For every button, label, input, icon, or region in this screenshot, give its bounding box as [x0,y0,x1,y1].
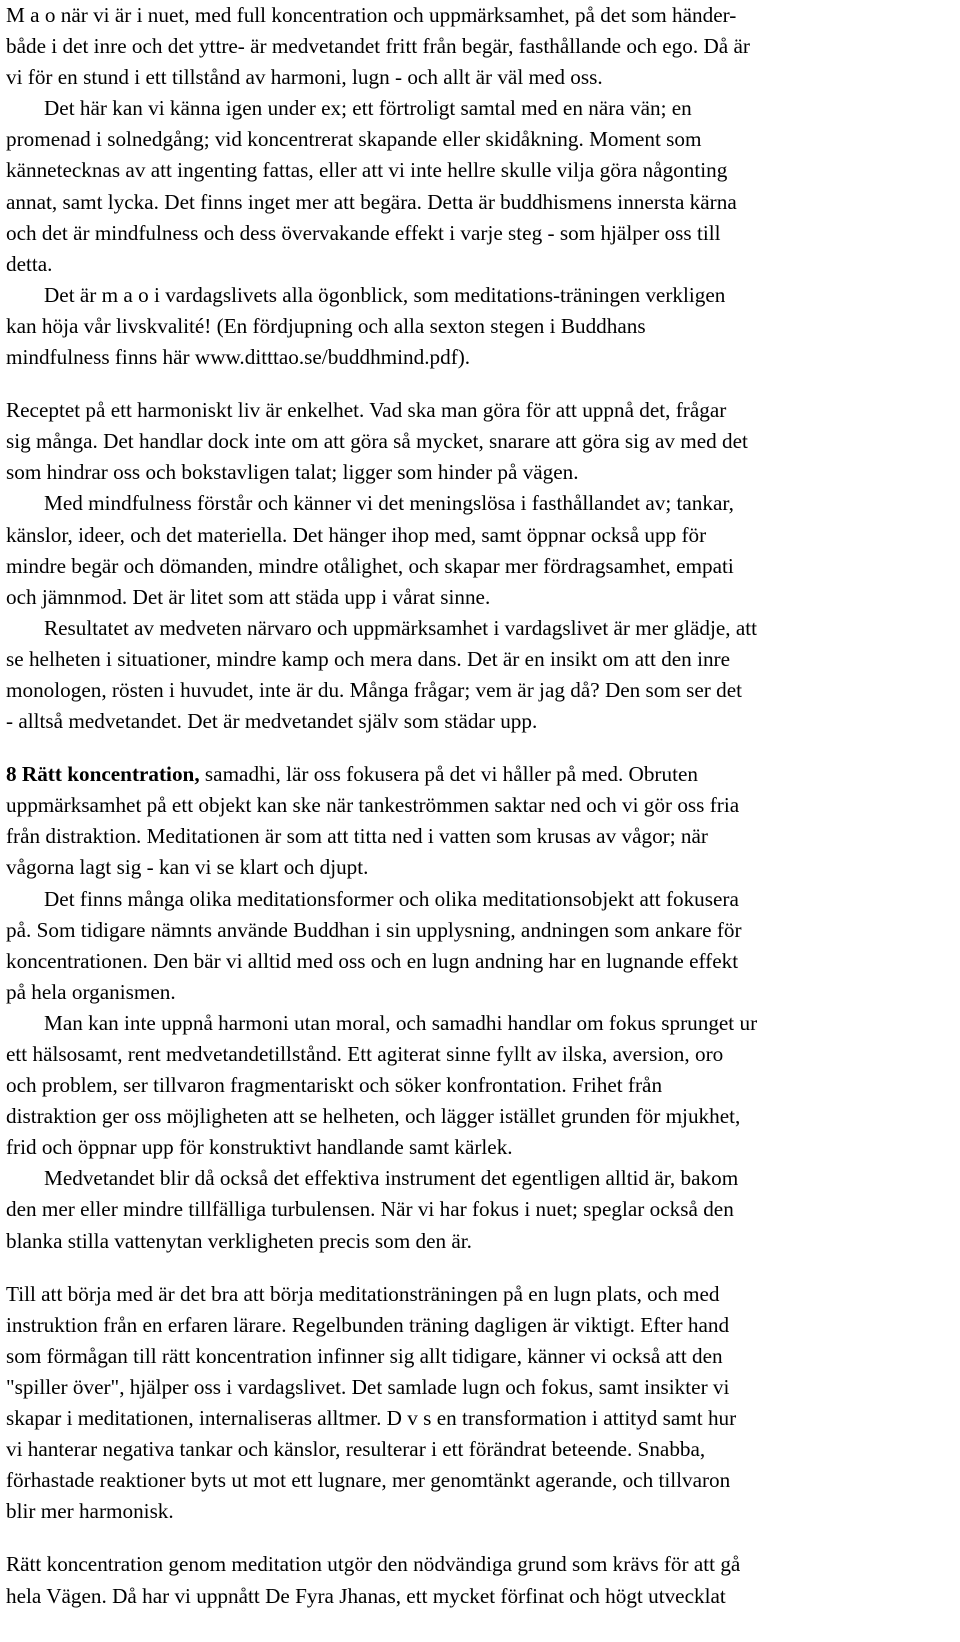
text-line: som hindrar oss och bokstavligen talat; ligger som hinder på vägen. [6,460,579,485]
section-heading: 8 Rätt koncentration, [6,762,200,787]
text-line: den mer eller mindre tillfälliga turbulensen. När vi har fokus i nuet; speglar också den [6,1197,734,1222]
text-line: Man kan inte uppnå harmoni utan moral, och samadhi handlar om fokus sprunget ur [44,1010,758,1035]
text-line: detta. [6,251,53,276]
text-line: koncentrationen. Den bär vi alltid med oss och en lugn andning har en lugnande effekt [6,948,739,973]
text-line: hela Vägen. Då har vi uppnått De Fyra Jhanas, ett mycket förfinat och högt utvecklat [6,1583,726,1608]
document-page [6,0,958,1612]
text-line: blir mer harmonisk. [6,1499,174,1524]
paragraph-spacer [6,373,958,395]
text-line: Rätt koncentration genom meditation utgör den nödvändiga grund som krävs för att gå [6,1552,741,1577]
text-line: vågorna lagt sig - kan vi se klart och djupt. [6,855,369,880]
text-line: Medvetandet blir då också det effektiva instrument det egentligen alltid är, bakom [44,1166,739,1191]
text-line: vi för en stund i ett tillstånd av harmoni, lugn - och allt är väl med oss. [6,65,603,90]
text-line: uppmärksamhet på ett objekt kan ske när tankeströmmen saktar ned och vi gör oss fria [6,793,740,818]
text-line: kännetecknas av att ingenting fattas, eller att vi inte hellre skulle vilja göra någonting [6,158,728,183]
text-line: Det här kan vi känna igen under ex; ett förtroligt samtal med en nära vän; en [44,96,692,121]
text-line: kan höja vår livskvalité! (En fördjupning och alla sexton stegen i Buddhans [6,313,646,338]
text-line: och jämnmod. Det är litet som att städa upp i vårat sinne. [6,584,491,609]
text-line: och det är mindfulness och dess övervakande effekt i varje steg - som hjälper oss till [6,220,721,245]
text-line: frid och öppnar upp för konstruktivt handlande samt kärlek. [6,1135,513,1160]
text-line: - alltså medvetandet. Det är medvetandet själv som städar upp. [6,709,538,734]
text-line: både i det inre och det yttre- är medvetandet fritt från begär, fasthållande och ego. Då är [6,34,750,59]
text-line: förhastade reaktioner byts ut mot ett lugnare, mer genomtänkt agerande, och tillvaron [6,1468,731,1493]
section-heading-line [6,759,958,790]
text-line: blanka stilla vattenytan verkligheten precis som den är. [6,1228,472,1253]
paragraph-mindfulness-now [6,0,958,373]
text-line: distraktion ger oss möjligheten att se helheten, och lägger istället grunden för mjukhet, [6,1104,741,1129]
text-line: mindfulness finns här www.ditttao.se/buddhmind.pdf). [6,345,471,370]
paragraph-start-training [6,1279,958,1528]
paragraph-recipe-harmony [6,395,958,737]
text-line: Det är m a o i vardagslivets alla ögonblick, som meditations-träningen verkligen [44,282,726,307]
text-line: monologen, rösten i huvudet, inte är du. Många frågar; vem är jag då? Den som ser det [6,677,743,702]
paragraph-spacer [6,1257,958,1279]
text-line: instruktion från en erfaren lärare. Regelbunden träning dagligen är viktigt. Efter hand [6,1312,730,1337]
text-line: från distraktion. Meditationen är som att titta ned i vatten som krusas av vågor; när [6,824,708,849]
paragraph-spacer [6,1527,958,1549]
text-line: Receptet på ett harmoniskt liv är enkelhet. Vad ska man göra för att uppnå det, frågar [6,398,727,423]
text-line: promenad i solnedgång; vid koncentrerat skapande eller skidåkning. Moment som [6,127,702,152]
text-line: mindre begär och dömanden, mindre otålighet, och skapar mer fördragsamhet, empati [6,553,734,578]
text-line: sig många. Det handlar dock inte om att göra så mycket, snarare att göra sig av med det [6,429,748,454]
text-line: på hela organismen. [6,979,176,1004]
text-line: Med mindfulness förstår och känner vi det meningslösa i fasthållandet av; tankar, [44,491,734,516]
paragraph-spacer [6,737,958,759]
text-line: skapar i meditationen, internaliseras alltmer. D v s en transformation i attityd samt hur [6,1406,737,1431]
paragraph-jhanas [6,1549,958,1611]
text-line: och problem, ser tillvaron fragmentariskt och söker konfrontation. Frihet från [6,1073,663,1098]
section-heading-rest: samadhi, lär oss fokusera på det vi håller på med. Obruten [199,762,698,787]
text-line: se helheten i situationer, mindre kamp och mera dans. Det är en insikt om att den inre [6,646,731,671]
paragraph-right-concentration [6,759,958,1257]
text-line: ett hälsosamt, rent medvetandetillstånd. Ett agiterat sinne fyllt av ilska, aversion, oro [6,1042,724,1066]
text-line: vi hanterar negativa tankar och känslor, resulterar i ett förändrat beteende. Snabba, [6,1437,706,1462]
text-line: Resultatet av medveten närvaro och uppmärksamhet i vardagslivet är mer glädje, att [44,615,758,640]
text-line: känslor, ideer, och det materiella. Det hänger ihop med, samt öppnar också upp för [6,522,707,547]
text-line: Det finns många olika meditationsformer och olika meditationsobjekt att fokusera [44,886,739,911]
text-line: på. Som tidigare nämnts använde Buddhan i sin upplysning, andningen som ankare för [6,917,742,942]
text-line: "spiller över", hjälper oss i vardagslivet. Det samlade lugn och fokus, samt insikter vi [6,1374,730,1399]
text-line: M a o när vi är i nuet, med full koncentration och uppmärksamhet, på det som händer- [6,3,737,27]
text-line: Till att börja med är det bra att börja meditationsträningen på en lugn plats, och med [6,1281,720,1306]
text-line: annat, samt lycka. Det finns inget mer att begära. Detta är buddhismens innersta kärna [6,189,737,214]
text-line: som förmågan till rätt koncentration infinner sig allt tidigare, känner vi också att den [6,1343,723,1368]
